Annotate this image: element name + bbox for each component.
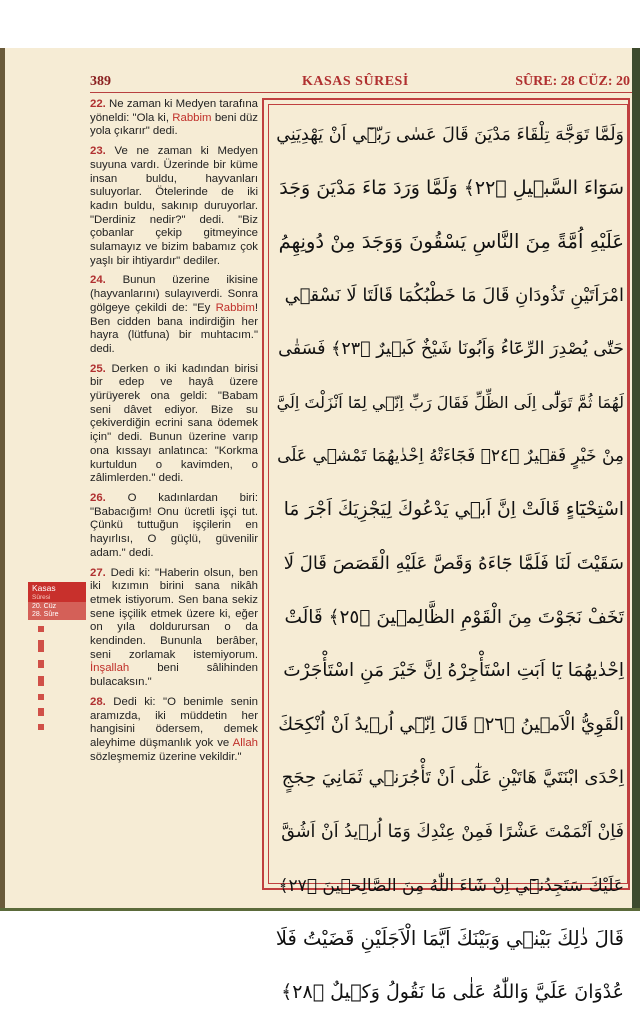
arabic-line [272,162,624,216]
translation-column [90,98,258,770]
verse-number: 25. [90,363,106,375]
arabic-line [272,537,624,591]
tab-juz [28,602,86,620]
page-header [90,74,630,92]
tab-surah-name: Kasas [32,583,56,593]
verse-number: 26. [90,492,106,504]
verse-text: beni düz yola çıkarır" dedi. [90,112,258,138]
arabic-line-text: سَوَٓاءَ السَّب۪يلِ ﴿٢٢﴾ وَلَمَّا وَرَدَ مَٓاءَ مَدْيَنَ وَجَدَ [279,177,624,199]
page-marker [38,660,44,668]
page-marker [38,708,44,716]
arabic-line [272,966,624,1019]
verse-text: beni sâlihinden bulacaksın." [90,662,258,688]
verse-text: Dedi ki: "O benimle senin aramızda, iki müddetin her hangisini ödersem, demek aleyhime düşmanlık yok ve [90,696,258,749]
verse-number: 23. [90,145,106,157]
divine-name: Rabbim [216,302,255,314]
arabic-line-text: مِنْ خَيْرٍ فَق۪يرٌ ﴿٢٤﴾ فَجَٓاءَتْهُ اِحْدٰيهُمَا تَمْش۪ي عَلَى [277,446,624,466]
verse-number: 28. [90,696,106,708]
translation-verse [90,98,258,139]
page-left-edge [0,48,5,910]
arabic-line [272,322,624,376]
arabic-line [272,751,624,805]
arabic-line-text: فَاِنْ اَتْمَمْتَ عَشْرًا فَمِنْ عِنْدِكَ وَمَٓا اُر۪يدُ اَنْ اَشُقَّ [281,822,624,842]
arabic-line-text: عُدْوَانَ عَلَيَّ وَاللّٰهُ عَلٰى مَا نَقُولُ وَك۪يلٌ ﴿٢٨﴾ [281,981,624,1003]
translation-verse [90,696,258,765]
arabic-line-text: عَلَيْكَ سَتَجِدُن۪ٓي اِنْ شَٓاءَ اللّٰهُ مِنَ الصَّالِح۪ينَ ﴿٢٧﴾ [279,875,624,896]
verse-number: 22. [90,98,106,110]
arabic-line [272,805,624,859]
verse-text: Bunun üzerine ikisine (hayvanlarını) sulayıverdi. Sonra gölgeye çekildi de: "Ey [90,274,258,313]
arabic-line-text: اِحْدَى ابْنَتَيَّ هَاتَيْنِ عَلٰٓى اَنْ تَأْجُرَن۪ي ثَمَانِيَ حِجَجٍ [282,767,624,788]
translation-verse [90,145,258,268]
arabic-line-text: سَقَيْتَ لَنَا فَلَمَّا جَٓاءَهُ وَقَصَّ عَلَيْهِ الْقَصَصَ قَالَ لَا [284,553,624,574]
tab-surah [28,582,86,602]
arabic-line [272,483,624,537]
divine-name: İnşallah [90,662,129,674]
page-marker [38,694,44,700]
arabic-line [272,269,624,323]
translation-verse [90,492,258,561]
verse-text: Dedi ki: "Haberin olsun, ben iki kızımın birini sana nikâh etmek istiyorum. Sen bana sekiz sene işçilik etmek üzere ki, eğer on yıla doldurursan o da kendinden. Bununla berâber, seni zorlamak istemiyorum. [90,567,258,661]
arabic-line [272,912,624,966]
divine-name: Rabbim [172,112,211,124]
divine-name: Allah [233,737,258,749]
translation-verse [90,363,258,486]
tab-surah-number: 28. Sûre [32,611,58,618]
translation-verse [90,567,258,690]
arabic-line-text: اسْتِحْيَٓاءٍ قَالَتْ اِنَّ اَب۪ي يَدْعُوكَ لِيَجْزِيَكَ اَجْرَ مَا [284,499,624,520]
arabic-line-text: وَلَمَّا تَوَجَّهَ تِلْقَاءَ مَدْيَنَ قَالَ عَسٰى رَبّ۪ٓي اَنْ يَهْدِيَنِي [276,125,624,145]
arabic-line [272,430,624,484]
arabic-line-text: اِحْدٰيهُمَا يَٓا اَبَتِ اسْتَأْجِرْهُ اِنَّ خَيْرَ مَنِ اسْتَأْجَرْتَ [283,660,624,681]
arabic-line-text: حَتّٰى يُصْدِرَ الرِّعَٓاءُ وَاَبُونَا شَيْخٌ كَب۪يرٌ ﴿٢٣﴾ فَسَقٰى [278,339,624,359]
arabic-line-text: تَخَفْ نَجَوْتَ مِنَ الْقَوْمِ الظَّالِم۪ينَ ﴿٢٥﴾ قَالَتْ [284,607,624,628]
tab-juz-label: 20. Cüz [32,603,56,610]
translation-verse [90,274,258,356]
arabic-line-text: امْرَاَتَيْنِ تَذُودَانِ قَالَ مَا خَطْبُكُمَا قَالَتَا لَا نَسْق۪ي [285,285,624,306]
verse-text: Ve ne zaman ki Medyen suyuna vardı. Üzerinde bir küme insan buldu, hayvanları suluyorlar. Ötelerinde de iki kadın buldu, sakınıp duruyorlar. "Derdiniz nedir?" dedi. "Biz çobanlar çekip gitmeyince sulamayız ve bizim babamız çok yaşlı bir ihtiyardır" dediler. [90,145,258,267]
surah-title: KASAS SÛRESİ [302,74,409,90]
verse-number: 27. [90,567,106,579]
arabic-line [272,858,624,912]
header-rule [90,92,632,93]
arabic-text-block [272,108,624,878]
arabic-line-text: قَالَ ذٰلِكَ بَيْن۪ي وَبَيْنَكَ اَيَّمَا الْاَجَلَيْنِ قَضَيْتُ فَلَا [276,927,624,950]
arabic-line-text: لَهُمَا ثُمَّ تَوَلّٰٓى اِلَى الظِّلِّ فَقَالَ رَبِّ اِنّ۪ي لِمَٓا اَنْزَلْتَ اِلَيَّ [277,393,624,412]
tab-surah-label: Sûresi [32,593,82,602]
page-marker [38,626,44,632]
verse-text: ! Ben cidden bana indirdiğin her hayra (lütfuna) bir muhtacım." dedi. [90,302,258,355]
arabic-line [272,108,624,162]
arabic-line [272,590,624,644]
verse-text: Derken o iki kadından birisi bir edep ve hayâ üzere yürüyerek ona geldi: "Babam seni dâvet ediyor. Bize su çekiverdiğin ecrini sana ödemek için" dedi. Bunun üzerine varıp ona kıssayı anlatınca: "Korkma kurtuldun o kavimden, o zâlimlerden." dedi. [90,363,258,485]
arabic-line-text: الْقَوِيُّ الْاَم۪ينُ ﴿٢٦﴾ قَالَ اِنّ۪ٓي اُر۪يدُ اَنْ اُنْكِحَكَ [278,714,624,735]
verse-text: Ne zaman ki Medyen tarafına yöneldi: "Ola ki, [90,98,258,124]
page-number: 389 [90,74,111,90]
page-right-edge [632,48,640,910]
arabic-line-text: عَلَيْهِ اُمَّةً مِنَ النَّاسِ يَسْقُونَ وَوَجَدَ مِنْ دُونِهِمُ [279,230,624,253]
verse-number: 24. [90,274,106,286]
page-marker [38,640,44,652]
arabic-line [272,215,624,269]
verse-text: O kadınlardan biri: "Babacığım! Onu ücretli işçi tut. Çünkü tuttuğun işçilerin en hayırlısı, O güçlü, güvenilir adam." dedi. [90,492,258,559]
arabic-line [272,376,624,430]
page-marker [38,724,44,730]
surah-juz-info: SÛRE: 28 CÜZ: 20 [515,74,630,90]
arabic-line [272,644,624,698]
page-marker [38,676,44,686]
verse-text: sözleşmemiz üzerine vekildir." [90,751,242,763]
side-index-tab[interactable] [28,582,86,622]
arabic-line [272,698,624,752]
